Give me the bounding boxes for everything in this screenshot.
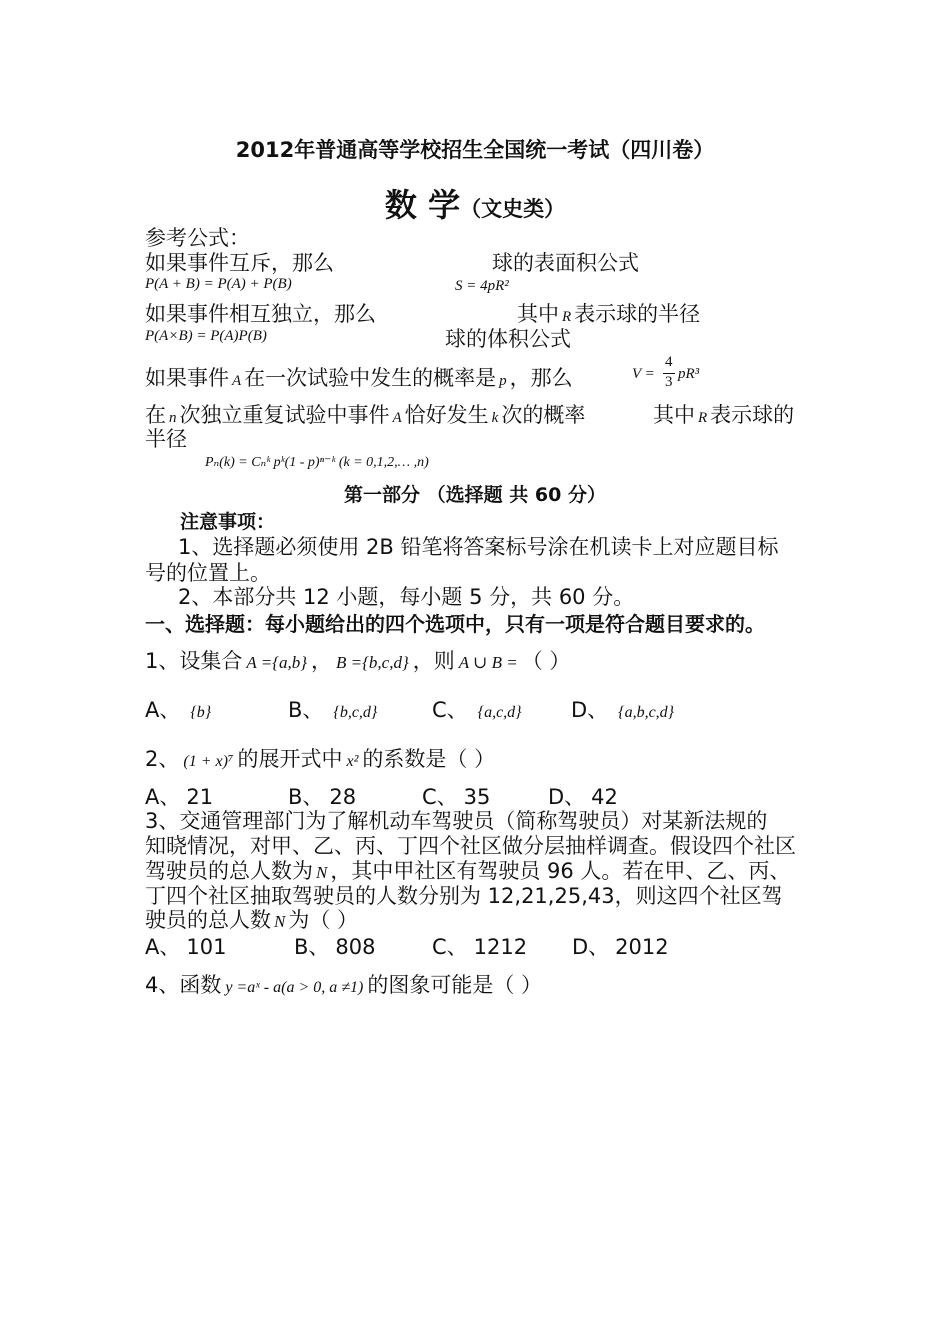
q3-option-b: B、 808 xyxy=(294,935,376,959)
sphere-area-text: 球的表面积公式 xyxy=(492,251,639,275)
indep-text: 如果事件相互独立，那么 xyxy=(145,302,376,326)
subject-name: 数 学 xyxy=(384,186,461,224)
binom-line: 在 n 次独立重复试验中事件 A 恰好发生 k 次的概率 xyxy=(145,403,586,427)
mutex-formula: P(A + B) = P(A) + P(B) xyxy=(145,276,292,292)
mutex-text: 如果事件互斥，那么 xyxy=(145,251,334,275)
q3-option-d: D、 2012 xyxy=(572,935,669,959)
note-2: 2、本部分共 12 小题，每小题 5 分，共 60 分。 xyxy=(178,585,635,609)
prob-line: 如果事件 A 在一次试验中发生的概率是 p ，那么 xyxy=(145,366,573,390)
note-1-line-1: 1、选择题必须使用 2B 铅笔将答案标号涂在机读卡上对应题目标 xyxy=(178,535,779,559)
indep-formula: P(A×B) = P(A)P(B) xyxy=(145,328,267,344)
q2-option-c: C、 35 xyxy=(422,785,491,809)
question-3-line-5: 驶员的总人数 N 为（ ） xyxy=(145,908,359,932)
radius-line-1: 其中 R 表示球的半径 xyxy=(517,302,701,326)
subject-type: （文史类） xyxy=(460,197,566,221)
question-4-stem: 4、函数 y =aˣ - a(a > 0, a ≠1) 的图象可能是（ ） xyxy=(145,973,543,997)
section-heading: 一、选择题：每小题给出的四个选项中，只有一项是符合题目要求的。 xyxy=(145,612,765,636)
question-1-stem: 1、设集合 A ={a,b} ， B ={b,c,d} ，则 A ∪ B = （ ） xyxy=(145,649,571,673)
q2-option-d: D、 42 xyxy=(548,785,618,809)
formulas-label: 参考公式： xyxy=(145,226,250,250)
sphere-area-formula: S = 4pR² xyxy=(455,278,509,294)
question-3-line-4: 丁四个社区抽取驾驶员的人数分别为 12,21,25,43，则这四个社区驾 xyxy=(145,884,783,908)
sphere-vol-text: 球的体积公式 xyxy=(445,327,571,351)
question-3-line-2: 知晓情况，对甲、乙、丙、丁四个社区做分层抽样调查。假设四个社区 xyxy=(145,834,796,858)
note-1-line-2: 号的位置上。 xyxy=(145,561,271,585)
subject-heading xyxy=(0,180,950,226)
question-2-stem: 2、 (1 + x)⁷ 的展开式中 x² 的系数是（ ） xyxy=(145,747,496,771)
exam-title: 2012年普通高等学校招生全国统一考试（四川卷） xyxy=(235,138,715,162)
q3-option-a: A、 101 xyxy=(145,935,227,959)
q2-option-b: B、 28 xyxy=(288,785,357,809)
part1-title: 第一部分 （选择题 共 60 分） xyxy=(344,484,606,506)
q1-option-b: B、 {b,c,d} xyxy=(288,698,378,722)
radius-line-2-cont: 半径 xyxy=(145,427,187,451)
question-3-line-1: 3、交通管理部门为了解机动车驾驶员（简称驾驶员）对某新法规的 xyxy=(145,809,768,833)
question-3-line-3: 驾驶员的总人数为 N ，其中甲社区有驾驶员 96 人。若在甲、乙、丙、 xyxy=(145,859,791,883)
q1-option-d: D、 {a,b,c,d} xyxy=(571,698,675,722)
notes-title: 注意事项： xyxy=(180,511,276,533)
q1-option-a: A、 {b} xyxy=(145,698,212,722)
q1-option-c: C、 {a,c,d} xyxy=(432,698,522,722)
q3-option-c: C、 1212 xyxy=(432,935,528,959)
binom-formula: Pₙ(k) = Cₙᵏ pᵏ(1 - p)ⁿ⁻ᵏ (k = 0,1,2,… ,n) xyxy=(205,455,429,470)
q2-option-a: A、 21 xyxy=(145,785,214,809)
radius-line-2: 其中 R 表示球的 xyxy=(653,403,795,427)
